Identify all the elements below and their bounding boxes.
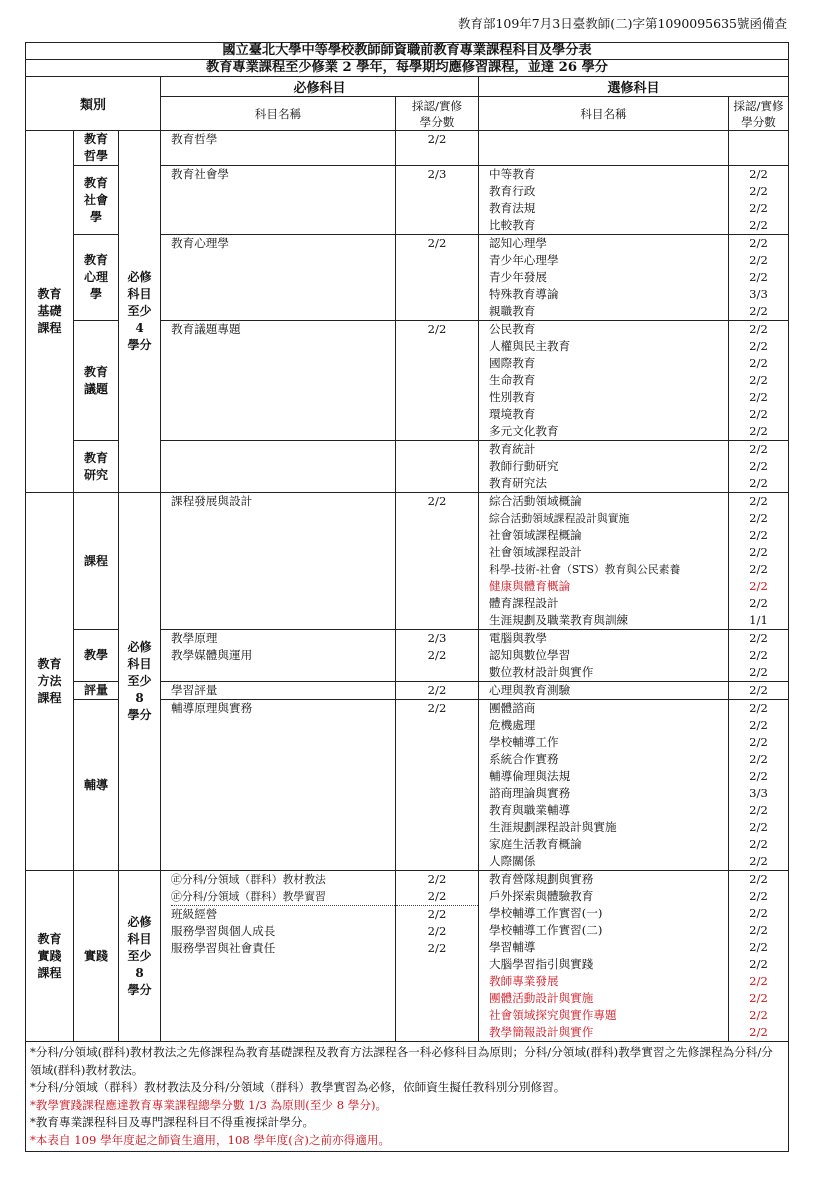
sections-body bbox=[26, 131, 789, 1042]
requirement-practice bbox=[119, 871, 161, 1042]
required-credit-header: 採認/實修 學分數 bbox=[396, 97, 479, 131]
required-course: 服務學習與個人成長 bbox=[171, 924, 276, 938]
required-credit: 2/2 bbox=[396, 888, 478, 906]
requirement-method bbox=[119, 493, 161, 871]
elective-credit: 2/2 bbox=[749, 957, 768, 971]
elective-credit: 2/2 bbox=[749, 476, 768, 490]
elective-course: 青少年心理學 bbox=[489, 253, 559, 267]
requirement-line: 學分 bbox=[127, 338, 152, 352]
group-label bbox=[74, 131, 119, 166]
required-course: 學習評量 bbox=[171, 683, 218, 697]
elective-course-credits bbox=[729, 630, 789, 682]
elective-credit: 2/2 bbox=[749, 184, 768, 198]
elective-credit: 2/2 bbox=[749, 459, 768, 473]
requirement-line: 必修 bbox=[127, 270, 152, 284]
required-credit: 2/2 bbox=[427, 701, 447, 715]
elective-credit: 2/2 bbox=[749, 906, 768, 920]
group-row bbox=[26, 493, 789, 630]
elective-course: 綜合活動領域概論 bbox=[489, 494, 582, 508]
required-credit: 2/2 bbox=[427, 236, 447, 250]
group-label-line: 研究 bbox=[83, 467, 108, 482]
elective-course-names bbox=[479, 630, 729, 682]
elective-course-credits bbox=[729, 871, 789, 1042]
required-course: 教學媒體與運用 bbox=[171, 648, 253, 662]
group-label-line: 議題 bbox=[83, 381, 108, 396]
elective-credit: 2/2 bbox=[749, 562, 768, 576]
table-subtitle: 教育專業課程至少修業 2 學年，每學期均應修習課程，並達 26 學分 bbox=[26, 60, 789, 77]
elective-course: 社會領域探究與實作專題 bbox=[489, 1008, 617, 1022]
required-course-credits bbox=[396, 441, 479, 493]
elective-course: 大腦學習指引與實踐 bbox=[489, 957, 594, 971]
section-label-line: 教育 bbox=[37, 287, 62, 301]
elective-credit: 2/2 bbox=[749, 974, 768, 988]
requirement-line: 8 bbox=[135, 965, 144, 980]
required-credit: 2/2 bbox=[427, 924, 447, 938]
elective-course: 多元文化教育 bbox=[489, 424, 559, 438]
required-course: 教育議題專題 bbox=[171, 322, 241, 336]
elective-course-names bbox=[479, 235, 729, 321]
group-label bbox=[74, 871, 119, 1042]
elective-course-names bbox=[479, 321, 729, 441]
requirement-line: 至少 bbox=[127, 304, 152, 318]
elective-course: 學校輔導工作 bbox=[489, 735, 559, 749]
elective-credit: 2/2 bbox=[749, 201, 768, 215]
elective-course: 電腦與教學 bbox=[489, 631, 547, 645]
elective-credit: 2/2 bbox=[749, 236, 768, 250]
elective-course: 學習輔導 bbox=[489, 940, 536, 954]
required-course: 班級經營 bbox=[171, 907, 218, 921]
group-label bbox=[74, 630, 119, 682]
elective-credit: 2/2 bbox=[749, 1008, 768, 1022]
elective-course: 健康與體育概論 bbox=[489, 579, 571, 593]
elective-course: 國際教育 bbox=[489, 356, 536, 370]
required-course-credits bbox=[396, 493, 479, 630]
group-label bbox=[74, 493, 119, 630]
elective-credit: 2/2 bbox=[749, 424, 768, 438]
elective-credit: 2/2 bbox=[749, 820, 768, 834]
group-label-line: 評量 bbox=[83, 683, 108, 697]
elective-course: 親職教育 bbox=[489, 304, 536, 318]
elective-course-names bbox=[479, 700, 729, 871]
elective-course: 生命教育 bbox=[489, 373, 536, 387]
elective-course: 教育法規 bbox=[489, 201, 536, 215]
elective-course-credits bbox=[729, 321, 789, 441]
required-header: 必修科目 bbox=[161, 77, 479, 97]
elective-course: 認知與數位學習 bbox=[489, 648, 571, 662]
elective-course: 社會領域課程概論 bbox=[489, 528, 582, 542]
elective-course: 學校輔導工作實習(一) bbox=[489, 906, 603, 920]
section-label-line: 教育 bbox=[37, 931, 62, 946]
requirement-line: 科目 bbox=[127, 931, 152, 946]
elective-credit: 2/2 bbox=[749, 923, 768, 937]
course-table bbox=[25, 42, 789, 1152]
elective-course: 公民教育 bbox=[489, 322, 536, 336]
elective-course-credits bbox=[729, 235, 789, 321]
elective-course: 教育行政 bbox=[489, 184, 536, 198]
section-label-line: 實踐 bbox=[37, 948, 62, 963]
group-label bbox=[74, 682, 119, 700]
required-course: 課程發展與設計 bbox=[171, 494, 253, 508]
group-label bbox=[74, 166, 119, 235]
elective-credit: 2/2 bbox=[749, 322, 768, 336]
note-4: *教育專業課程科目及專門課程科目不得重複採計學分。 bbox=[30, 1115, 315, 1129]
elective-course: 教師專業發展 bbox=[489, 974, 559, 988]
group-label-line: 學 bbox=[89, 287, 102, 301]
group-label-line: 心理 bbox=[83, 270, 108, 284]
required-course-credits bbox=[396, 166, 479, 235]
requirement-line: 學分 bbox=[127, 708, 152, 722]
section-label-line: 方法 bbox=[37, 674, 62, 688]
elective-credit: 2/2 bbox=[749, 837, 768, 851]
group-label-line: 教育 bbox=[83, 175, 108, 190]
table-title: 國立臺北大學中等學校教師師資職前教育專業課程科目及學分表 bbox=[26, 43, 789, 60]
group-label-line: 學 bbox=[89, 209, 102, 224]
required-credit: 2/3 bbox=[427, 631, 447, 645]
elective-credit: 2/2 bbox=[749, 494, 768, 508]
elective-credit: 2/2 bbox=[749, 579, 768, 593]
required-course-names bbox=[161, 682, 396, 700]
elective-course-names bbox=[479, 441, 729, 493]
elective-course-credits bbox=[729, 700, 789, 871]
elective-credit: 2/2 bbox=[749, 167, 768, 181]
notes-section bbox=[26, 1042, 789, 1152]
elective-credit: 2/2 bbox=[749, 407, 768, 421]
required-course-names bbox=[161, 871, 396, 1042]
elective-credit: 2/2 bbox=[749, 596, 768, 610]
elective-course: 諮商理論與實務 bbox=[489, 786, 571, 800]
elective-course: 比較教育 bbox=[489, 218, 536, 232]
section-label-line: 教育 bbox=[37, 657, 62, 671]
elective-course-credits bbox=[729, 166, 789, 235]
group-row bbox=[26, 871, 789, 1042]
elective-course: 教師行動研究 bbox=[489, 459, 559, 473]
elective-course: 生涯規劃課程設計與實施 bbox=[489, 820, 617, 834]
required-course: ㊣分科/分領域（群科）教學實習 bbox=[171, 888, 395, 906]
elective-course: 社會領域課程設計 bbox=[489, 545, 582, 559]
group-label-line: 教育 bbox=[83, 253, 108, 267]
note-1: *分科/分領域(群科)教材教法之先修課程為教育基礎課程及教育方法課程各一科必修科目為原則；分科/分領域(群科)教學實習之先修課程為分科/分領域(群科)教材教法。 bbox=[30, 1045, 773, 1077]
elective-course: 教育與職業輔導 bbox=[489, 803, 571, 817]
elective-course: 戶外探索與體驗教育 bbox=[489, 889, 594, 903]
elective-credit: 2/2 bbox=[749, 665, 768, 679]
elective-course-credits bbox=[729, 441, 789, 493]
elective-credit: 2/2 bbox=[749, 991, 768, 1005]
group-row bbox=[26, 131, 789, 166]
elective-credit: 2/2 bbox=[749, 270, 768, 284]
elective-credit: 2/2 bbox=[749, 701, 768, 715]
elective-course: 團體活動設計與實施 bbox=[489, 991, 594, 1005]
required-course: 輔導原理與實務 bbox=[171, 701, 253, 715]
elective-course-names bbox=[479, 493, 729, 630]
elective-credit: 2/2 bbox=[749, 218, 768, 232]
elective-name-header: 科目名稱 bbox=[479, 97, 729, 131]
required-credit: 2/2 bbox=[427, 907, 447, 921]
elective-credit: 2/2 bbox=[749, 304, 768, 318]
group-label-line: 課程 bbox=[83, 553, 108, 568]
elective-header: 選修科目 bbox=[479, 77, 789, 97]
required-course: ㊣分科/分領域（群科）教材教法 bbox=[171, 873, 326, 886]
elective-credit: 2/2 bbox=[749, 718, 768, 732]
section-label-line: 課程 bbox=[37, 965, 62, 980]
required-course-credits bbox=[396, 131, 479, 166]
required-course-credits bbox=[396, 630, 479, 682]
group-label bbox=[74, 235, 119, 321]
elective-credit: 3/3 bbox=[749, 287, 768, 301]
elective-course: 教學簡報設計與實作 bbox=[489, 1025, 594, 1039]
group-label-line: 社會 bbox=[83, 192, 108, 207]
required-course-names bbox=[161, 235, 396, 321]
required-course-names bbox=[161, 700, 396, 871]
elective-course: 人權與民主教育 bbox=[489, 339, 571, 353]
required-course: 服務學習與社會責任 bbox=[171, 941, 276, 955]
elective-credit: 2/2 bbox=[749, 872, 768, 886]
required-course-names bbox=[161, 166, 396, 235]
elective-credit: 2/2 bbox=[749, 373, 768, 387]
required-course: 教育心理學 bbox=[171, 236, 229, 250]
required-course: 教學原理 bbox=[171, 631, 218, 645]
elective-course: 數位教材設計與實作 bbox=[489, 665, 594, 679]
elective-credit: 2/2 bbox=[749, 390, 768, 404]
required-course-credits bbox=[396, 871, 479, 1042]
elective-course: 環境教育 bbox=[489, 407, 536, 421]
elective-course-names bbox=[479, 682, 729, 700]
elective-course-credits bbox=[729, 493, 789, 630]
elective-course: 特殊教育導論 bbox=[489, 287, 559, 301]
required-course: 教育社會學 bbox=[171, 167, 229, 181]
elective-course: 體育課程設計 bbox=[489, 596, 559, 610]
elective-course: 生涯規劃及職業教育與訓練 bbox=[489, 613, 629, 627]
elective-course: 學校輔導工作實習(二) bbox=[489, 923, 603, 937]
elective-course-credits bbox=[729, 682, 789, 700]
required-credit: 2/2 bbox=[427, 683, 447, 697]
required-credit: 2/2 bbox=[427, 494, 447, 508]
requirement-line: 科目 bbox=[127, 657, 152, 671]
section-label-foundation bbox=[26, 131, 74, 493]
elective-credit: 2/2 bbox=[749, 528, 768, 542]
elective-credit: 2/2 bbox=[749, 648, 768, 662]
elective-credit: 2/2 bbox=[749, 356, 768, 370]
note-2: *分科/分領域（群科）教材教法及分科/分領域（群科）教學實習為必修，依師資生擬任教科別分別修習。 bbox=[30, 1080, 566, 1094]
elective-course: 綜合活動領域課程設計與實施 bbox=[489, 512, 630, 525]
required-credit: 2/3 bbox=[427, 167, 447, 181]
requirement-line: 8 bbox=[135, 691, 144, 705]
elective-credit: 2/2 bbox=[749, 1025, 768, 1039]
elective-course: 青少年發展 bbox=[489, 270, 547, 284]
elective-course: 科學-技術-社會（STS）教育與公民素養 bbox=[489, 563, 681, 576]
elective-course: 危機處理 bbox=[489, 718, 536, 732]
required-course-names bbox=[161, 493, 396, 630]
elective-course: 教育研究法 bbox=[489, 476, 547, 490]
elective-course: 團體諮商 bbox=[489, 701, 536, 715]
section-label-line: 課程 bbox=[37, 321, 62, 335]
elective-course: 人際關係 bbox=[489, 854, 536, 868]
elective-credit: 2/2 bbox=[749, 889, 768, 903]
group-label-line: 教育 bbox=[83, 450, 108, 465]
requirement-line: 至少 bbox=[127, 948, 152, 963]
elective-course: 輔導倫理與法規 bbox=[489, 769, 571, 783]
elective-course-names bbox=[479, 166, 729, 235]
elective-credit: 1/1 bbox=[749, 613, 768, 627]
requirement-line: 必修 bbox=[127, 640, 152, 654]
group-label bbox=[74, 441, 119, 493]
required-credit: 2/2 bbox=[427, 132, 447, 146]
requirement-line: 必修 bbox=[127, 914, 152, 929]
elective-credit: 2/2 bbox=[749, 854, 768, 868]
group-label-line: 實踐 bbox=[83, 948, 108, 963]
required-credit: 2/2 bbox=[427, 648, 447, 662]
requirement-line: 4 bbox=[135, 321, 144, 335]
elective-credit: 2/2 bbox=[749, 735, 768, 749]
elective-credit: 2/2 bbox=[749, 545, 768, 559]
group-label bbox=[74, 700, 119, 871]
elective-credit: 2/2 bbox=[749, 253, 768, 267]
elective-credit: 2/2 bbox=[749, 683, 768, 697]
requirement-foundation bbox=[119, 131, 161, 493]
elective-credit: 2/2 bbox=[749, 339, 768, 353]
group-label-line: 教學 bbox=[83, 648, 108, 662]
group-label-line: 輔導 bbox=[83, 777, 108, 792]
section-label-practice bbox=[26, 871, 74, 1042]
note-3: *教學實踐課程應達教育專業課程總學分數 1/3 為原則(至少 8 學分)。 bbox=[30, 1097, 388, 1112]
elective-credit: 2/2 bbox=[749, 511, 768, 525]
reference-number: 教育部109年7月3日臺教師(二)字第1090095635號函備查 bbox=[457, 16, 787, 31]
note-5: *本表自 109 學年度起之師資生適用，108 學年度(含)之前亦得適用。 bbox=[30, 1132, 391, 1147]
elective-course: 教育統計 bbox=[489, 442, 536, 456]
requirement-line: 學分 bbox=[127, 982, 152, 997]
elective-credit: 3/3 bbox=[749, 786, 768, 800]
elective-credit: 2/2 bbox=[749, 631, 768, 645]
elective-credit: 2/2 bbox=[749, 442, 768, 456]
group-label-line: 教育 bbox=[83, 132, 108, 146]
elective-credit: 2/2 bbox=[749, 769, 768, 783]
required-course: 教育哲學 bbox=[171, 132, 218, 146]
section-label-method bbox=[26, 493, 74, 871]
elective-course-names bbox=[479, 131, 729, 166]
elective-credit-header: 採認/實修 學分數 bbox=[729, 97, 789, 131]
requirement-line: 至少 bbox=[127, 674, 152, 688]
elective-course: 心理與教育測驗 bbox=[489, 683, 571, 697]
elective-course: 系統合作實務 bbox=[489, 752, 559, 766]
elective-credit: 2/2 bbox=[749, 940, 768, 954]
required-course-credits bbox=[396, 321, 479, 441]
requirement-line: 科目 bbox=[127, 287, 152, 301]
required-course-credits bbox=[396, 682, 479, 700]
required-course-names bbox=[161, 441, 396, 493]
section-label-line: 基礎 bbox=[37, 304, 62, 318]
elective-course: 認知心理學 bbox=[489, 236, 547, 250]
required-credit: 2/2 bbox=[427, 322, 447, 336]
elective-course-credits bbox=[729, 131, 789, 166]
elective-course-names bbox=[479, 871, 729, 1042]
category-header: 類別 bbox=[26, 77, 161, 131]
elective-course: 性別教育 bbox=[489, 390, 536, 404]
required-course-credits bbox=[396, 235, 479, 321]
group-label bbox=[74, 321, 119, 441]
elective-credit: 2/2 bbox=[749, 803, 768, 817]
elective-course: 中等教育 bbox=[489, 167, 536, 181]
required-name-header: 科目名稱 bbox=[161, 97, 396, 131]
required-credit: 2/2 bbox=[427, 941, 447, 955]
group-label-line: 哲學 bbox=[83, 149, 108, 163]
elective-course: 家庭生活教育概論 bbox=[489, 837, 582, 851]
required-course-credits bbox=[396, 700, 479, 871]
elective-credit: 2/2 bbox=[749, 752, 768, 766]
required-course-names bbox=[161, 321, 396, 441]
required-course-names bbox=[161, 630, 396, 682]
group-label-line: 教育 bbox=[83, 364, 108, 379]
elective-course: 教育營隊規劃與實務 bbox=[489, 872, 594, 886]
required-course-names bbox=[161, 131, 396, 166]
required-credit: 2/2 bbox=[427, 872, 447, 886]
section-label-line: 課程 bbox=[37, 691, 62, 705]
